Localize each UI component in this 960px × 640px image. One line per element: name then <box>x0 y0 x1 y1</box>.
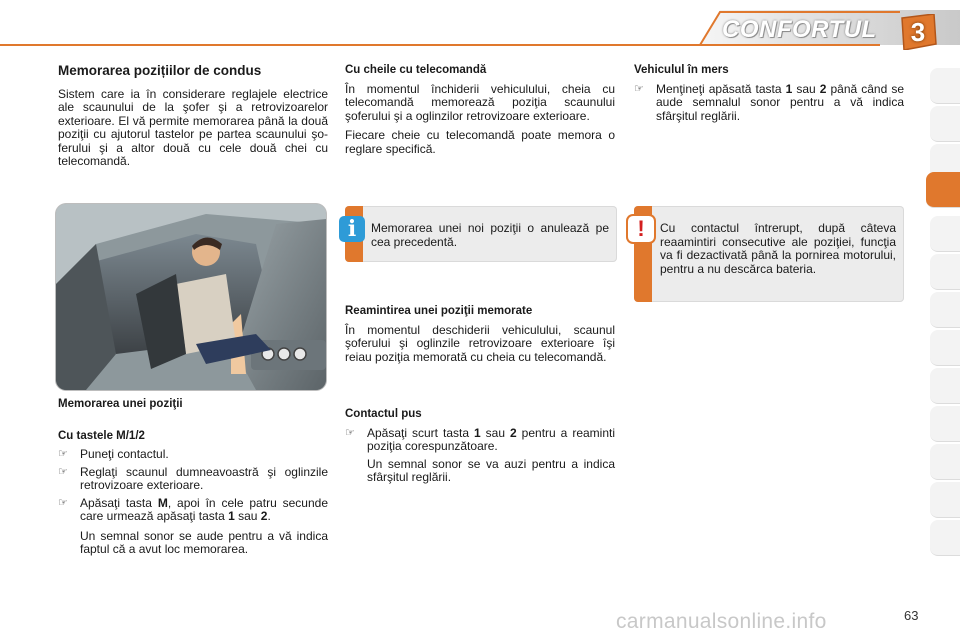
chapter-number: 3 <box>910 17 926 47</box>
beep-note: Un semnal sonor se aude pentru a vă indica faptul că a avut loc memorarea. <box>80 528 328 556</box>
intro-paragraph: Sistem care ia în considerare reglajele electrice ale scaunului de la şofer şi a retrovizoarelor exterioare. El vă permite memorarea până la două poziţii cu ajutorul tastelor pe partea scaunului şoferului şi a altor două cu cele două chei cu telecomandă. <box>58 86 328 168</box>
recall-paragraph: În momentul deschiderii vehiculului, scaunul şoferului şi oglinzile retrovizoare exterioare îşi reiau poziţia memorată cu cheia cu telecomandă. <box>345 322 615 364</box>
keys-title: Cu tastele M/1/2 <box>58 429 145 442</box>
list-item: ☞ Apăsaţi scurt tasta 1 sau 2 pentru a reaminti poziţia corespunzătoare. <box>345 425 616 453</box>
memorize-section <box>58 398 328 561</box>
side-tab-index <box>926 68 960 578</box>
remote-paragraph: În momentul închiderii vehiculului, cheia cu telecomandă memorează poziţia scaunului şoferului şi a oglinzilor retrovizoare exterioare. <box>345 81 615 123</box>
side-tab[interactable] <box>930 106 960 142</box>
remote-section <box>345 64 615 162</box>
chapter-title: CONFORTUL <box>722 16 877 43</box>
pointing-hand-icon: ☞ <box>58 448 68 460</box>
list-item: ☞ Menţineţi apăsată tasta 1 sau 2 până când se aude semnalul sonor pentru a vă indica sfârşitul reglării. <box>634 81 904 123</box>
side-tab[interactable] <box>930 292 960 328</box>
warning-box <box>634 206 904 302</box>
beep-note: Un semnal sonor se va auzi pentru a indica sfârşitul reglării. <box>367 456 615 484</box>
warning-icon: ! <box>628 216 654 242</box>
side-tab[interactable] <box>930 520 960 556</box>
contact-section <box>345 408 615 489</box>
recall-title: Reamintirea unei poziţii memorate <box>345 305 533 317</box>
driver-seat-illustration <box>56 204 326 390</box>
side-tab[interactable] <box>930 216 960 252</box>
side-tab[interactable] <box>930 482 960 518</box>
list-item: ☞ Puneţi contactul. <box>58 447 169 461</box>
info-box-text: Memorarea unei noi poziţii o anulează pe cea precedentă. <box>371 221 609 249</box>
section-title: Memorarea pozițiilor de condus <box>58 63 262 78</box>
side-tab[interactable] <box>930 254 960 290</box>
intro-section <box>58 64 328 175</box>
info-icon: i <box>339 216 365 242</box>
moving-section <box>634 64 904 127</box>
side-tab[interactable] <box>930 68 960 104</box>
side-tab[interactable] <box>930 368 960 404</box>
remote-paragraph-2: Fiecare cheie cu telecomandă poate memora o reglare specifică. <box>345 128 615 156</box>
remote-title: Cu cheile cu telecomandă <box>345 64 487 76</box>
watermark: carmanualsonline.info <box>616 610 827 633</box>
side-tab[interactable] <box>930 330 960 366</box>
contact-title: Contactul pus <box>345 408 422 420</box>
pointing-hand-icon: ☞ <box>345 426 355 439</box>
list-item: ☞ Apăsaţi tasta M, apoi în cele patru secunde care urmează apăsaţi tasta 1 sau 2. <box>58 495 328 523</box>
recall-section <box>345 305 615 370</box>
pointing-hand-icon: ☞ <box>634 82 644 95</box>
warning-box-text: Cu contactul întrerupt, după câteva reaamintiri consecutive ale poziţiei, funcţia va fi dezactivată până la pornirea motorului, pentru a nu descărca bateria. <box>660 221 896 276</box>
moving-title: Vehiculul în mers <box>634 64 729 76</box>
list-item: ☞ Reglaţi scaunul dumneavoastră şi oglinzile retrovizoare exterioare. <box>58 464 328 492</box>
side-tab-active[interactable] <box>926 172 960 208</box>
side-tab[interactable] <box>930 444 960 480</box>
pointing-hand-icon: ☞ <box>58 496 68 509</box>
side-tab[interactable] <box>930 406 960 442</box>
info-box <box>345 206 617 262</box>
pointing-hand-icon: ☞ <box>58 465 68 478</box>
page-number: 63 <box>904 608 919 623</box>
subsection-title: Memorarea unei poziţii <box>58 398 183 410</box>
